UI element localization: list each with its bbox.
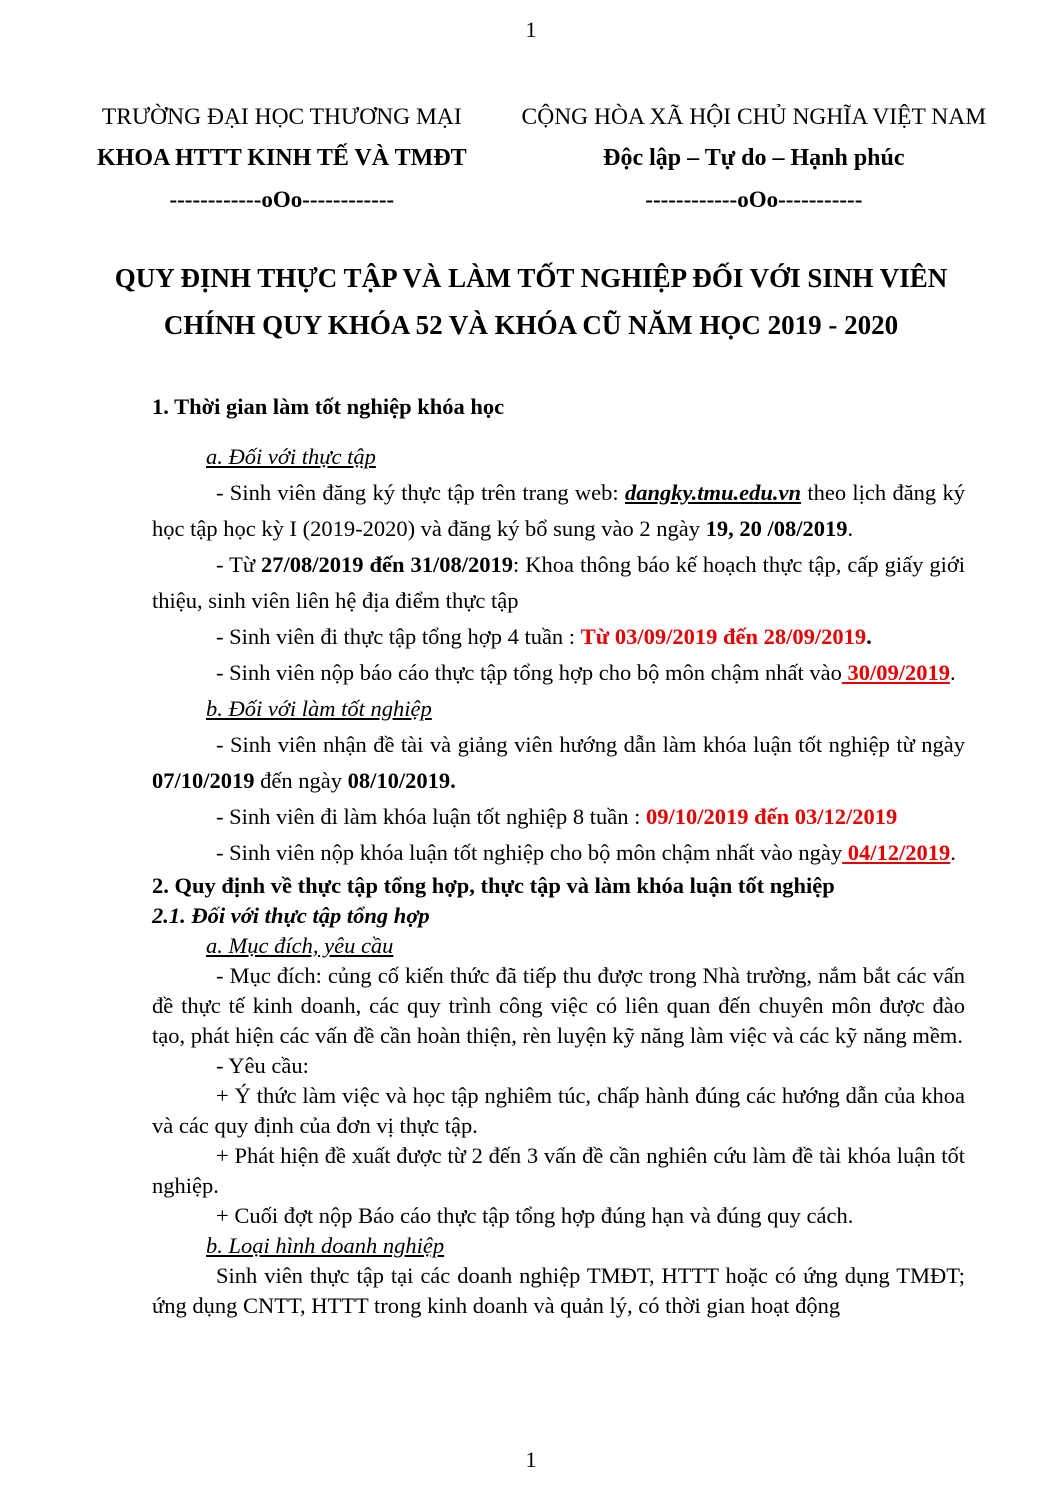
paragraph-7 [152,727,965,799]
header-right-column [504,97,1004,220]
text-run: 19, 20 /08/2019 [705,516,848,541]
faculty-name: KHOA HTTT KINH TẾ VÀ TMĐT [97,145,467,171]
text-run: đến ngày [254,768,348,793]
text-run: . [866,624,872,649]
text-run: . [949,660,956,685]
document-title-line1: QUY ĐỊNH THỰC TẬP VÀ LÀM TỐT NGHIỆP ĐỐI VỚI SINH VIÊN [114,263,948,293]
paragraph-1 [152,439,965,475]
text-run: a. Mục đích, yêu cầu [206,933,394,958]
paragraph-8 [152,799,965,835]
text-run: + Cuối đợt nộp Báo cáo thực tập tổng hợp đúng hạn và đúng quy cách. [216,1203,854,1228]
university-name: TRƯỜNG ĐẠI HỌC THƯƠNG MẠI [101,104,462,130]
text-run: 27/08/2019 đến 31/08/2019 [261,552,514,577]
paragraph-9 [152,835,965,871]
paragraph-15 [152,1081,965,1141]
page-number-bottom: 1 [525,1447,537,1472]
text-run: - Sinh viên đi làm khóa luận tốt nghiệp 8 tuần : [216,804,646,829]
text-run: - Mục đích: củng cố kiến thức đã tiếp thu được trong Nhà trường, nắm bắt các vấn đề thực tế kinh doanh, các quy trình công việc có liên quan đến chuyên môn được đào tạo, phát hiện các vấn đề cần hoàn thiện, rèn luyện kỹ năng làm việc và các kỹ năng mềm. [152,963,965,1048]
text-run: . [847,516,854,541]
paragraph-2 [152,475,965,547]
text-run: dangky.tmu.edu.vn [624,480,802,505]
paragraph-11 [152,901,965,931]
text-run: b. Đối với làm tốt nghiệp [206,696,432,721]
text-run: - Sinh viên nộp khóa luận tốt nghiệp cho bộ môn chậm nhất vào ngày [216,840,843,865]
text-run: - Từ [216,552,262,577]
text-run: 2. Quy định về thực tập tổng hợp, thực tập và làm khóa luận tốt nghiệp [152,873,835,898]
document-title-line2: CHÍNH QUY KHÓA 52 VÀ KHÓA CŨ NĂM HỌC 2019 - 2020 [163,310,899,340]
text-run: 09/10/2019 đến 03/12/2019 [645,804,898,829]
paragraph-17 [152,1201,965,1231]
paragraph-13 [152,961,965,1051]
paragraph-6 [152,691,965,727]
paragraph-19 [152,1261,965,1321]
paragraph-10 [152,871,965,901]
paragraph-16 [152,1141,965,1201]
paragraph-14 [152,1051,965,1081]
text-run: : Khoa thông báo kế hoạch thực tập, cấp giấy giới thiệu, sinh viên liên hệ địa điểm thực tập [152,552,965,613]
header-left-divider: ------------oOo------------ [169,187,395,212]
text-run: Từ 03/09/2019 đến 28/09/2019 [580,624,867,649]
text-run: + Ý thức làm việc và học tập nghiêm túc, chấp hành đúng các hướng dẫn của khoa và các quy định của đơn vị thực tập. [152,1083,965,1138]
paragraph-0 [152,389,965,425]
text-run: theo lịch đăng ký học tập học kỳ I (2019-2020) và đăng ký bổ sung vào 2 ngày [152,480,965,541]
text-run: + Phát hiện đề xuất được từ 2 đến 3 vấn đề cần nghiên cứu làm đề tài khóa luận tốt nghiệp. [152,1143,965,1198]
paragraph-18 [152,1231,965,1261]
text-run: - Sinh viên nộp báo cáo thực tập tổng hợp cho bộ môn chậm nhất vào [216,660,842,685]
text-run: b. Loại hình doanh nghiệp [206,1233,445,1258]
text-run: - Yêu cầu: [216,1053,309,1078]
text-run: . [950,840,956,865]
text-run: - Sinh viên đi thực tập tổng hợp 4 tuần : [216,624,581,649]
page-number-top: 1 [525,17,537,42]
national-motto-line1: CỘNG HÒA XÃ HỘI CHỦ NGHĨA VIỆT NAM [521,104,987,130]
paragraph-4 [152,619,965,655]
paragraph-5 [152,655,965,691]
text-run: 1. Thời gian làm tốt nghiệp khóa học [152,394,505,419]
document-body [0,389,1062,1321]
national-motto-line2: Độc lập – Tự do – Hạnh phúc [603,145,905,171]
text-run: 2.1. Đối với thực tập tổng hợp [152,903,430,928]
text-run: Sinh viên thực tập tại các doanh nghiệp TMĐT, HTTT hoặc có ứng dụng TMĐT; ứng dụng CNTT, HTTT trong kinh doanh và quản lý, có thời gian hoạt động [152,1263,965,1318]
text-run: 08/10/2019. [347,768,456,793]
text-run: 07/10/2019 [152,768,255,793]
paragraph-12 [152,931,965,961]
paragraph-3 [152,547,965,619]
text-run: - Sinh viên nhận đề tài và giảng viên hướng dẫn làm khóa luận tốt nghiệp từ ngày [216,732,965,757]
text-run: - Sinh viên đăng ký thực tập trên trang web: [216,480,625,505]
text-run: 04/12/2019 [842,840,951,865]
header-right-divider: ------------oOo----------- [645,187,863,212]
document-title [0,255,1062,349]
text-run: 30/09/2019 [841,660,950,685]
text-run: a. Đối với thực tập [206,444,376,469]
header-left-column [60,97,504,220]
